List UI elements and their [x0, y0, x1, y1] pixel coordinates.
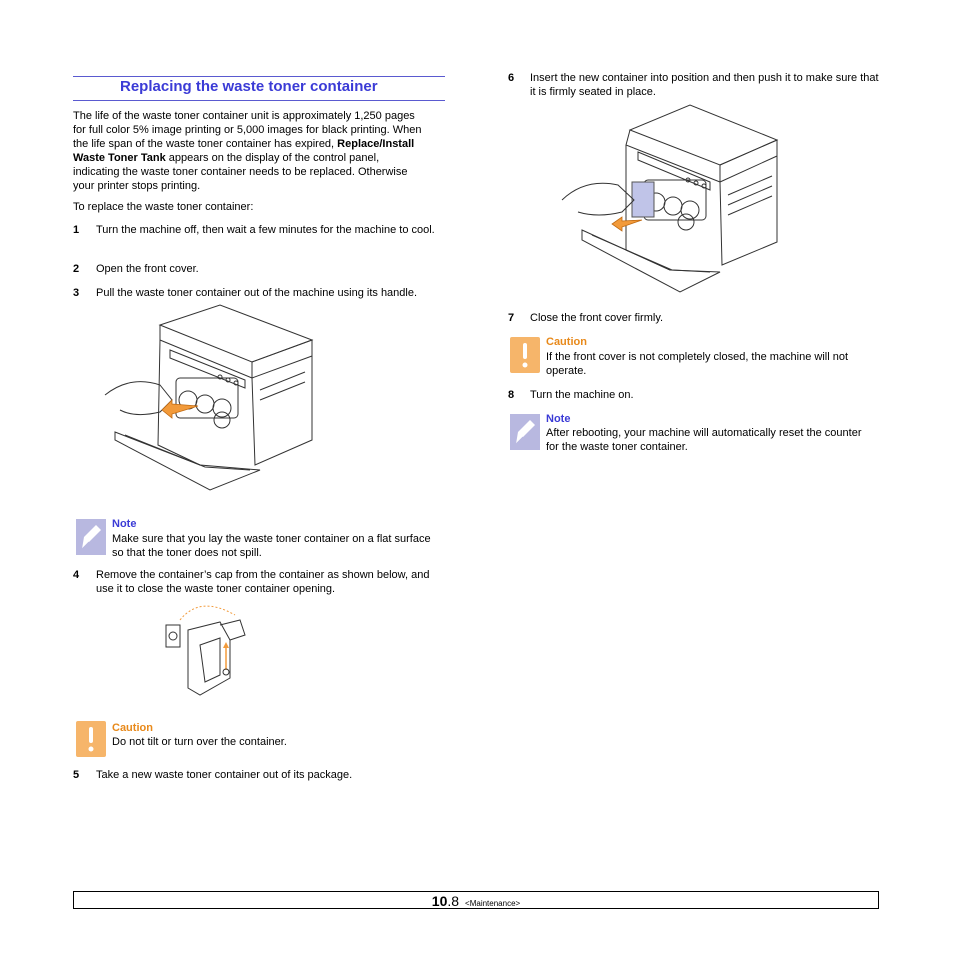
- step-number: 4: [73, 569, 80, 581]
- caution-icon: [76, 721, 106, 757]
- printer-insert-illustration: [560, 100, 780, 295]
- container-cap-illustration: [160, 600, 260, 705]
- step-number: 1: [73, 224, 80, 236]
- step-text: Insert the new container into position and then push it to make sure that it is firmly seated in place.: [530, 72, 879, 98]
- intro-bold-text: Replace/Install: [337, 138, 415, 150]
- step-number: 5: [73, 769, 80, 781]
- step-text: Take a new waste toner container out of its package.: [96, 769, 353, 781]
- intro-line: [73, 151, 445, 165]
- note-title: Note: [112, 518, 137, 530]
- intro-line: [73, 137, 445, 151]
- caution-title: Caution: [546, 336, 587, 348]
- note-icon: [76, 519, 106, 555]
- intro-instruction: To replace the waste toner container:: [73, 201, 254, 213]
- step-text: Remove the container’s cap from the container as shown below, and use it to close the waste toner container opening.: [96, 569, 430, 595]
- printer-remove-illustration: [100, 300, 320, 495]
- note-text: Make sure that you lay the waste toner container on a flat surface so that the toner does not spill.: [112, 533, 431, 559]
- step-number: 3: [73, 287, 80, 299]
- step-text: Close the front cover firmly.: [530, 312, 664, 324]
- note-text: After rebooting, your machine will automatically reset the counter for the waste toner container.: [546, 427, 862, 453]
- step-text: Turn the machine on.: [530, 389, 634, 401]
- page-number-major: 10: [431, 893, 448, 909]
- section-title: Replacing the waste toner container: [120, 78, 378, 95]
- footer-text: [74, 894, 878, 911]
- note-title: Note: [546, 413, 571, 425]
- page-number-minor: .8: [447, 893, 460, 909]
- chapter-label: <Maintenance>: [465, 899, 521, 908]
- heading-rule-top: [73, 76, 445, 77]
- intro-text: appears on the display of the control panel,: [168, 152, 380, 164]
- page-footer: [73, 891, 879, 909]
- intro-line: indicating the waste toner container needs to be replaced. Otherwise: [73, 166, 408, 178]
- intro-text: the life span of the waste toner container has expired,: [73, 138, 335, 150]
- caution-title: Caution: [112, 722, 153, 734]
- step-text: Pull the waste toner container out of the machine using its handle.: [96, 287, 418, 299]
- intro-line: for full color 5% image printing or 5,000 images for black printing. When: [73, 124, 422, 136]
- intro-bold-text: Waste Toner Tank: [73, 152, 166, 164]
- caution-icon: [510, 337, 540, 373]
- intro-line: your printer stops printing.: [73, 180, 201, 192]
- step-number: 8: [508, 389, 515, 401]
- caution-text: If the front cover is not completely closed, the machine will not operate.: [546, 351, 849, 377]
- heading-rule-bottom: [73, 100, 445, 101]
- intro-line: The life of the waste toner container unit is approximately 1,250 pages: [73, 110, 415, 122]
- step-number: 6: [508, 72, 515, 84]
- note-icon: [510, 414, 540, 450]
- step-number: 7: [508, 312, 515, 324]
- step-number: 2: [73, 263, 80, 275]
- intro-paragraph: [73, 109, 445, 193]
- step-text: Open the front cover.: [96, 263, 199, 275]
- step-text: Turn the machine off, then wait a few minutes for the machine to cool.: [96, 224, 435, 236]
- caution-text: Do not tilt or turn over the container.: [112, 736, 287, 748]
